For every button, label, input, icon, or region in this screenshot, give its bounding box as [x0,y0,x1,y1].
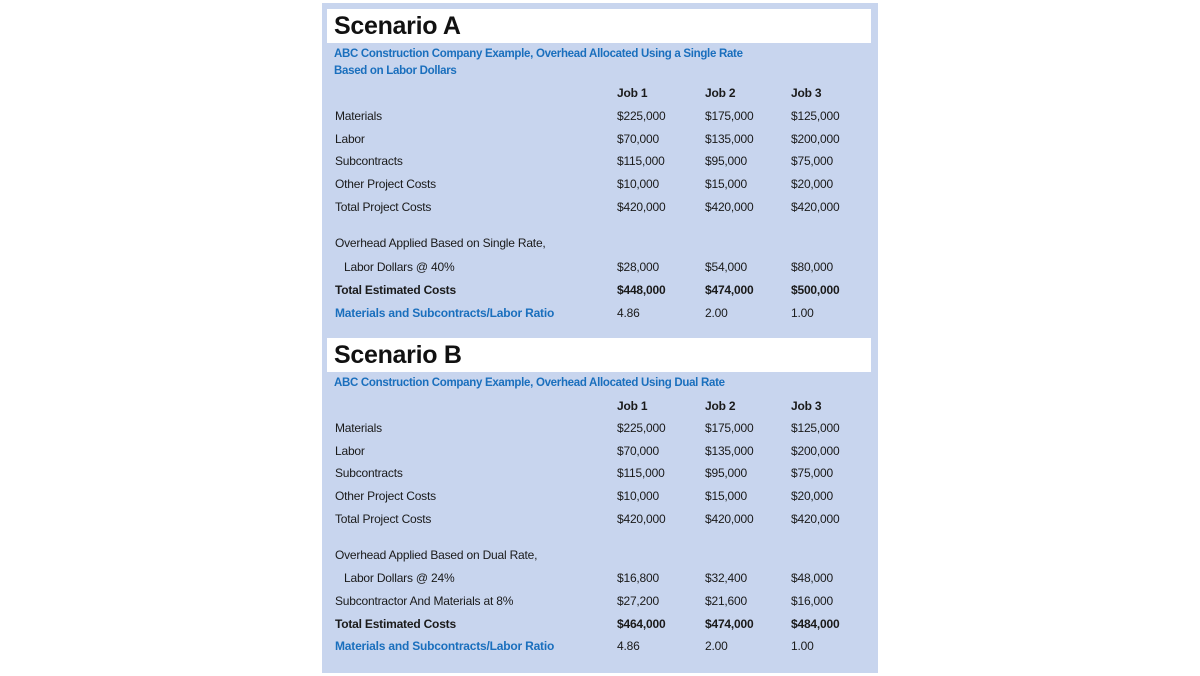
scenario-b-column-headers [322,396,878,416]
table-row-materials [322,418,878,438]
cell-job1: $28,000 [617,260,659,274]
column-header-job3: Job 3 [791,399,822,413]
cell-job1: $115,000 [617,466,665,480]
row-label: Other Project Costs [335,177,436,191]
column-header-job2: Job 2 [705,86,736,100]
cell-job3: $125,000 [791,421,840,435]
table-row-labor-dollars-overhead [322,568,878,588]
cell-job1: $70,000 [617,444,659,458]
row-label: Labor Dollars @ 40% [344,260,455,274]
scenario-panel [322,3,878,673]
table-row-ratio [322,303,878,323]
table-row-total-estimated-costs [322,280,878,300]
cell-job3: $48,000 [791,571,833,585]
row-label: Total Estimated Costs [335,617,456,631]
cell-job2: $21,600 [705,594,747,608]
cell-job2: $54,000 [705,260,747,274]
cell-job1: $10,000 [617,489,659,503]
column-header-job3: Job 3 [791,86,822,100]
table-row-subcontracts [322,151,878,171]
cell-job3: $20,000 [791,489,833,503]
row-label: Subcontracts [335,154,403,168]
cell-job3: $20,000 [791,177,833,191]
cell-job3: $75,000 [791,154,833,168]
cell-job2: $474,000 [705,283,754,297]
row-label: Labor [335,444,365,458]
row-label: Subcontractor And Materials at 8% [335,594,514,608]
table-row-materials [322,106,878,126]
row-label: Overhead Applied Based on Dual Rate, [335,548,538,562]
row-label: Other Project Costs [335,489,436,503]
cell-job2: $135,000 [705,444,754,458]
scenario-a-subtitle-line2: Based on Labor Dollars [334,65,457,77]
cell-job2: $15,000 [705,489,747,503]
table-row-labor [322,441,878,461]
table-row-labor-dollars-overhead [322,257,878,277]
cell-job2: $95,000 [705,466,747,480]
cell-job3: $420,000 [791,512,840,526]
cell-job3: 1.00 [791,306,814,320]
cell-job1: $420,000 [617,512,666,526]
scenario-a-column-headers [322,83,878,103]
cell-job3: $200,000 [791,444,840,458]
cell-job3: $420,000 [791,200,840,214]
row-label: Labor Dollars @ 24% [344,571,455,585]
scenario-a-subtitle-line1: ABC Construction Company Example, Overhead Allocated Using a Single Rate [334,48,743,60]
cell-job3: $484,000 [791,617,840,631]
cell-job1: 4.86 [617,639,640,653]
cell-job3: $80,000 [791,260,833,274]
cell-job1: $27,200 [617,594,659,608]
cell-job3: $75,000 [791,466,833,480]
overhead-heading [322,545,878,565]
table-row-subcontractor-materials-overhead [322,591,878,611]
cell-job2: $15,000 [705,177,747,191]
row-label: Materials [335,109,382,123]
scenario-b-subtitle: ABC Construction Company Example, Overhead Allocated Using Dual Rate [334,377,725,389]
table-row-total-project-costs [322,197,878,217]
row-label: Materials and Subcontracts/Labor Ratio [335,306,555,320]
scenario-b-title: Scenario B [327,338,871,372]
table-row-labor [322,129,878,149]
cell-job1: $464,000 [617,617,666,631]
row-label: Total Estimated Costs [335,283,456,297]
cell-job1: $70,000 [617,132,659,146]
cell-job2: $175,000 [705,421,754,435]
scenario-a-title: Scenario A [327,9,871,43]
cell-job3: 1.00 [791,639,814,653]
cell-job2: $95,000 [705,154,747,168]
cell-job1: $225,000 [617,109,666,123]
table-row-other-project-costs [322,174,878,194]
cell-job1: $16,800 [617,571,659,585]
row-label: Materials and Subcontracts/Labor Ratio [335,639,555,653]
cell-job2: $135,000 [705,132,754,146]
column-header-job1: Job 1 [617,399,648,413]
cell-job3: $500,000 [791,283,840,297]
cell-job3: $200,000 [791,132,840,146]
column-header-job2: Job 2 [705,399,736,413]
cell-job1: $420,000 [617,200,666,214]
row-label: Total Project Costs [335,512,432,526]
cell-job1: $10,000 [617,177,659,191]
table-row-ratio [322,636,878,656]
row-label: Overhead Applied Based on Single Rate, [335,236,546,250]
table-row-subcontracts [322,463,878,483]
cell-job2: $474,000 [705,617,754,631]
cell-job3: $16,000 [791,594,833,608]
row-label: Materials [335,421,382,435]
cell-job2: $32,400 [705,571,747,585]
overhead-heading [322,233,878,253]
column-header-job1: Job 1 [617,86,648,100]
cell-job3: $125,000 [791,109,840,123]
cell-job2: $420,000 [705,200,754,214]
row-label: Labor [335,132,365,146]
cell-job2: $420,000 [705,512,754,526]
table-row-total-project-costs [322,509,878,529]
cell-job1: $225,000 [617,421,666,435]
cell-job2: $175,000 [705,109,754,123]
row-label: Subcontracts [335,466,403,480]
cell-job2: 2.00 [705,306,728,320]
row-label: Total Project Costs [335,200,432,214]
cell-job1: 4.86 [617,306,640,320]
table-row-other-project-costs [322,486,878,506]
cell-job1: $448,000 [617,283,666,297]
cell-job2: 2.00 [705,639,728,653]
cell-job1: $115,000 [617,154,665,168]
table-row-total-estimated-costs [322,614,878,634]
